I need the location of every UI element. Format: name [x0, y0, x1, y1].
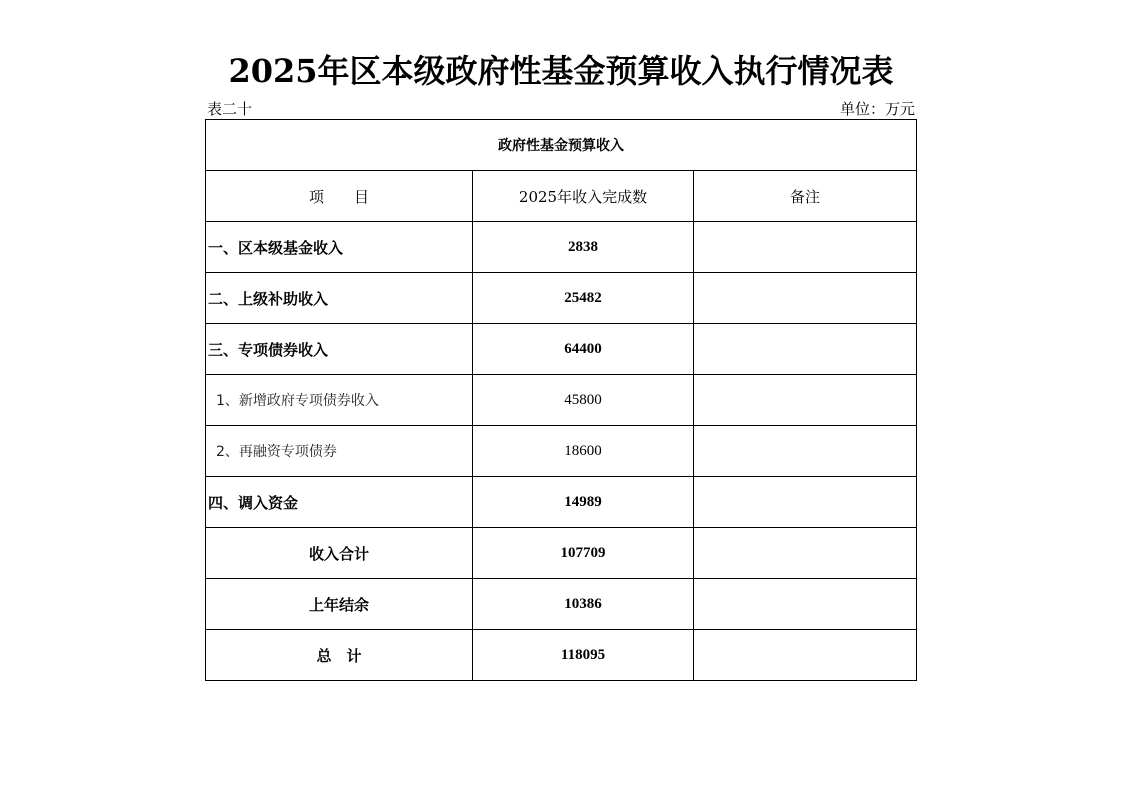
row-note	[694, 222, 917, 273]
row-amount: 64400	[473, 324, 694, 375]
row-amount: 2838	[473, 222, 694, 273]
table-row	[206, 528, 917, 579]
table-number: 表二十	[207, 100, 253, 118]
column-header-note: 备注	[694, 171, 917, 222]
column-header-row	[206, 171, 917, 222]
section-header-row	[206, 120, 917, 171]
table-row	[206, 426, 917, 477]
row-note	[694, 579, 917, 630]
table-row	[206, 375, 917, 426]
row-note	[694, 273, 917, 324]
row-note	[694, 324, 917, 375]
row-item: 二、上级补助收入	[206, 273, 473, 324]
budget-table	[205, 119, 917, 681]
column-header-item: 项 目	[206, 171, 473, 222]
row-note	[694, 375, 917, 426]
row-amount: 25482	[473, 273, 694, 324]
row-item: 总 计	[206, 630, 473, 681]
table-row	[206, 630, 917, 681]
row-item: 1、新增政府专项债券收入	[206, 375, 473, 426]
table-row	[206, 273, 917, 324]
row-note	[694, 630, 917, 681]
row-item: 四、调入资金	[206, 477, 473, 528]
table-row	[206, 477, 917, 528]
row-amount: 45800	[473, 375, 694, 426]
unit-label: 单位：万元	[839, 100, 915, 118]
column-header-amount: 2025年收入完成数	[473, 171, 694, 222]
row-item: 上年结余	[206, 579, 473, 630]
row-note	[694, 426, 917, 477]
table-row	[206, 324, 917, 375]
table-row	[206, 579, 917, 630]
page-title: 2025年区本级政府性基金预算收入执行情况表	[228, 52, 894, 90]
row-note	[694, 477, 917, 528]
row-item: 收入合计	[206, 528, 473, 579]
table-row	[206, 222, 917, 273]
row-amount: 107709	[473, 528, 694, 579]
row-amount: 10386	[473, 579, 694, 630]
row-amount: 14989	[473, 477, 694, 528]
section-header: 政府性基金预算收入	[206, 120, 917, 171]
row-item: 三、专项债券收入	[206, 324, 473, 375]
row-amount: 118095	[473, 630, 694, 681]
row-note	[694, 528, 917, 579]
row-item: 2、再融资专项债券	[206, 426, 473, 477]
row-amount: 18600	[473, 426, 694, 477]
row-item: 一、区本级基金收入	[206, 222, 473, 273]
